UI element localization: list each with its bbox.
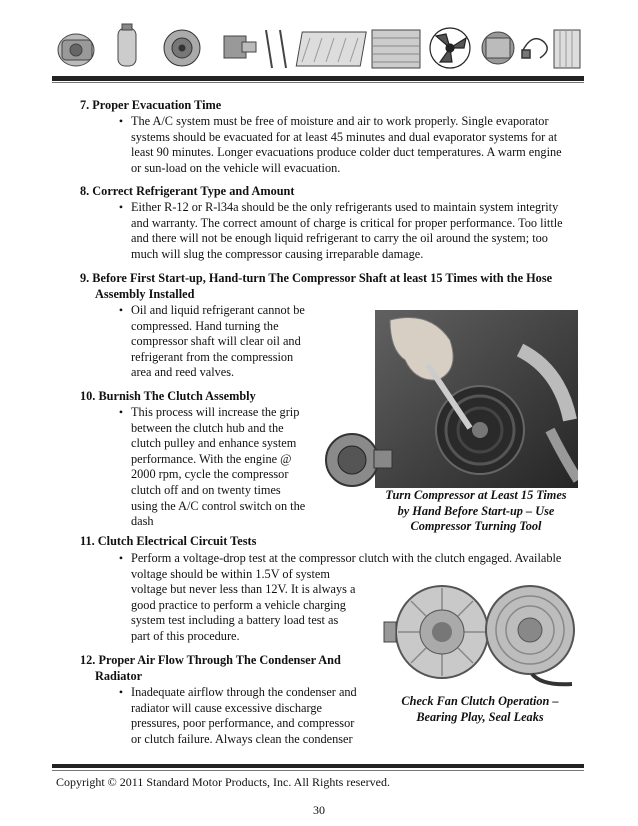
fan-clutch-photo: [382, 574, 578, 690]
section-heading-12: 12. Proper Air Flow Through The Condenser And Radiator: [80, 653, 341, 683]
section-10-text: This process will increase the grip between the clutch hub and the clutch pulley and enhance system performance. With the engine @ 2000 rpm, cycle the compressor clutch off and on twenty times using the A/C control switch on the dash: [131, 405, 306, 529]
section-heading-9: 9. Before First Start-up, Hand-turn The Compressor Shaft at least 15 Times with the Hose Assembly Installed: [80, 271, 553, 301]
section-heading-7: 7. Proper Evacuation Time: [80, 98, 222, 112]
compressor-caption: Turn Compressor at Least 15 Times by Hand Before Start-up – Use Compressor Turning Tool: [385, 488, 567, 534]
footer-rule-thin: [52, 770, 584, 771]
page-number: 30: [313, 803, 325, 817]
bullet: •: [118, 200, 124, 214]
section-11-text: Perform a voltage-drop test at the compressor clutch with the clutch engaged. Available voltage should be within 1.5V of system voltage but never less than 12V. It is always a good practice to perform a vehicle charging system test including a battery load test as part of this procedure.: [131, 551, 562, 643]
ac-parts-banner-illustration: [52, 22, 582, 74]
section-7-text: The A/C system must be free of moisture and air to work properly. Single evaporator systems should be evacuated for at least 45 minutes and dual evaporator systems for at least 90 minutes. Longer evacuations produce colder duct temperatures. A warm engine or sun-load on the vehicle will evacuation.: [131, 114, 562, 175]
section-heading-8: 8. Correct Refrigerant Type and Amount: [80, 184, 295, 198]
fan-clutch-caption: Check Fan Clutch Operation – Bearing Play, Seal Leaks: [401, 694, 559, 724]
footer-rule: [52, 764, 584, 768]
section-8-text: Either R-12 or R-l34a should be the only refrigerants used to maintain system integrity and warranty. The correct amount of charge is critical for proper performance. Too little and there will not be enough liquid refrigerant to carry the oil around the system; too much will slug the compressor causing irreparable damage.: [131, 200, 563, 261]
copyright-notice: Copyright © 2011 Standard Motor Products, Inc. All Rights reserved.: [56, 775, 390, 789]
section-12-text: Inadequate airflow through the condenser and radiator will cause excessive discharge pressures, poor performance, and compressor or clutch failure. Always clean the condenser: [131, 685, 357, 746]
bullet: •: [118, 405, 124, 419]
bullet: •: [118, 685, 124, 699]
bullet: •: [118, 551, 124, 565]
section-9-text: Oil and liquid refrigerant cannot be compressed. Hand turning the compressor shaft will clear oil and refrigerant from the compression area and reed valves.: [131, 303, 305, 380]
bullet: •: [118, 114, 124, 128]
header-rule-thin: [52, 82, 584, 83]
bullet: •: [118, 303, 124, 317]
header-rule: [52, 76, 584, 81]
section-heading-11: 11. Clutch Electrical Circuit Tests: [80, 534, 257, 548]
section-heading-10: 10. Burnish The Clutch Assembly: [80, 389, 256, 403]
compressor-turning-photo: [320, 310, 578, 488]
